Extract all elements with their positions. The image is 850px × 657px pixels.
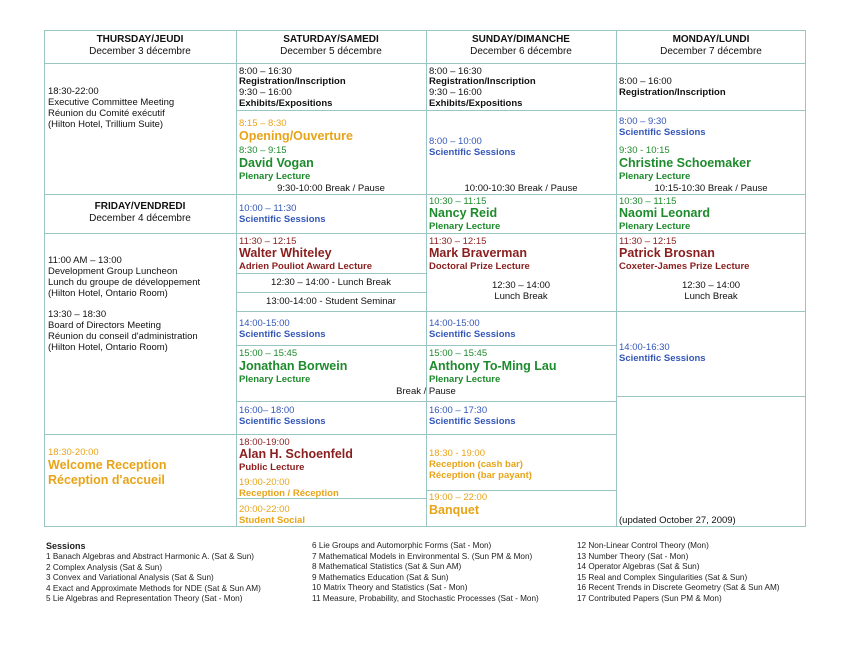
sat-break1: 9:30-10:00 Break / Pause — [277, 183, 385, 194]
sun-sci3-time: 16:00 – 17:30 — [429, 405, 488, 416]
mon-prize-time: 11:30 – 12:15 — [619, 236, 677, 247]
header-sunday-date: December 6 décembre — [470, 46, 572, 57]
mon-line-1 — [616, 110, 806, 111]
sat-award-time: 11:30 – 12:15 — [239, 236, 297, 247]
sun-reg-label: Registration/Inscription — [429, 76, 536, 87]
sun-rec-line1: Reception (cash bar) — [429, 459, 523, 470]
sat-social-label: Student Social — [239, 515, 305, 526]
sun-line-5 — [426, 345, 616, 346]
header-saturday — [236, 34, 426, 58]
session-item: 13 Number Theory (Sat - Mon) — [577, 551, 689, 561]
sun-plen1-time: 10:30 – 11:15 — [429, 196, 487, 207]
sessions-col2 — [312, 541, 539, 604]
fri-board-time: 13:30 – 18:30 — [48, 309, 107, 320]
sat-award-label: Adrien Pouliot Award Lecture — [239, 261, 373, 272]
fri-board-line3: (Hilton Hotel, Ontario Room) — [48, 342, 168, 353]
mon-line-3 — [616, 233, 806, 234]
sat-plen2-time: 15:00 – 15:45 — [239, 348, 298, 359]
sun-line-4 — [426, 311, 616, 312]
mon-updated-note: (updated October 27, 2009) — [619, 515, 736, 526]
mon-sci1-time: 8:00 – 9:30 — [619, 116, 667, 127]
sun-prize-time: 11:30 – 12:15 — [429, 236, 487, 247]
session-item: 14 Operator Algebras (Sat & Sun) — [577, 562, 700, 571]
session-item: 8 Mathematical Statistics (Sat & Sun AM) — [312, 562, 462, 571]
thu-exec-line1: Executive Committee Meeting — [48, 97, 175, 108]
sat-open-time: 8:15 – 8:30 — [239, 118, 287, 129]
sun-plen2-time: 15:00 – 15:45 — [429, 348, 488, 359]
mon-line-4 — [616, 311, 806, 312]
header-monday-day: MONDAY/LUNDI — [672, 34, 750, 45]
sat-line-8 — [236, 401, 426, 402]
sat-sci1-time: 10:00 – 11:30 — [239, 203, 297, 214]
mon-plen1-label: Plenary Lecture — [619, 171, 691, 182]
sun-prize-name: Mark Braverman — [429, 246, 527, 260]
session-item: 2 Complex Analysis (Sat & Sun) — [46, 562, 163, 572]
fri-welcome-line1: Welcome Reception — [48, 458, 167, 472]
sat-reg-time: 8:00 – 16:30 — [239, 66, 292, 77]
mon-break1: 10:15-10:30 Break / Pause — [654, 183, 768, 194]
sat-exh-label: Exhibits/Expositions — [239, 98, 333, 109]
sat-line-1 — [236, 110, 426, 111]
sun-line-6 — [426, 401, 616, 402]
session-item: 6 Lie Groups and Automorphic Forms (Sat - Mon) — [312, 541, 492, 550]
sun-prize-label: Doctoral Prize Lecture — [429, 261, 530, 272]
sun-sci2-time: 14:00-15:00 — [429, 318, 480, 329]
mon-lunch-time: 12:30 – 14:00 — [681, 280, 741, 291]
thu-exec-line3: (Hilton Hotel, Trillium Suite) — [48, 119, 164, 130]
mon-sci1-label: Scientific Sessions — [619, 127, 706, 138]
sun-lunch-label: Lunch Break — [494, 291, 548, 302]
sat-line-6 — [236, 311, 426, 312]
fri-board-line2: Réunion du conseil d'administration — [48, 331, 198, 342]
sun-plen2-name: Anthony To-Ming Lau — [429, 359, 557, 373]
sun-line-7 — [426, 434, 616, 435]
mon-reg-label: Registration/Inscription — [619, 87, 726, 98]
sat-public-time: 18:00-19:00 — [239, 437, 290, 448]
session-item: 9 Mathematics Education (Sat & Sun) — [312, 572, 449, 582]
header-sunday — [426, 34, 616, 58]
session-item: 7 Mathematical Models in Environmental S. (Sun PM & Mon) — [312, 551, 533, 561]
sun-break1: 10:00-10:30 Break / Pause — [464, 183, 578, 194]
session-item: 5 Lie Algebras and Representation Theory (Sat - Mon) — [46, 594, 243, 603]
header-monday-date: December 7 décembre — [660, 46, 762, 57]
sat-seminar: 13:00-14:00 - Student Seminar — [266, 296, 396, 307]
sun-line-2 — [426, 194, 616, 195]
sun-reg-time: 8:00 – 16:30 — [429, 66, 482, 77]
mon-line-2 — [616, 194, 806, 195]
session-item: 12 Non-Linear Control Theory (Mon) — [577, 541, 709, 550]
sat-line-9 — [236, 434, 426, 435]
sat-open-label: Opening/Ouverture — [239, 129, 353, 143]
session-item: 15 Real and Complex Singularities (Sat & Sun) — [577, 572, 748, 582]
sun-line-8 — [426, 490, 616, 491]
session-item: 1 Banach Algebras and Abstract Harmonic A. (Sat & Sun) — [46, 552, 254, 561]
sat-sun-break2: Break / Pause — [396, 386, 456, 397]
mon-line-5 — [616, 396, 806, 397]
sessions-title: Sessions — [46, 541, 86, 551]
fri-welcome-line2: Réception d'accueil — [48, 473, 165, 487]
mon-prize-name: Patrick Brosnan — [619, 246, 715, 260]
sessions-col3 — [577, 541, 780, 604]
header-friday — [44, 201, 236, 225]
thu-exec-line2: Réunion du Comité exécutif — [48, 108, 165, 119]
sessions-col1 — [46, 552, 261, 605]
header-saturday-date: December 5 décembre — [280, 46, 382, 57]
sat-award-name: Walter Whiteley — [239, 246, 332, 260]
sun-plen1-name: Nancy Reid — [429, 206, 498, 220]
sat-reg-label: Registration/Inscription — [239, 76, 346, 87]
header-divider — [44, 63, 806, 64]
sat-social-time: 20:00-22:00 — [239, 504, 290, 515]
session-item: 10 Matrix Theory and Statistics (Sat - Mon) — [312, 583, 468, 592]
sat-sci3-time: 16:00– 18:00 — [239, 405, 295, 416]
fri-lunch-time: 11:00 AM – 13:00 — [48, 255, 122, 266]
sat-line-3 — [236, 233, 426, 234]
col-divider-3 — [616, 30, 617, 527]
sat-plen1-label: Plenary Lecture — [239, 171, 311, 182]
header-monday — [616, 34, 806, 58]
sun-plen2-label: Plenary Lecture — [429, 374, 501, 385]
sun-rec-time: 18:30 - 19:00 — [429, 448, 485, 459]
sun-line-3 — [426, 233, 616, 234]
sat-plen1-name: David Vogan — [239, 156, 314, 170]
sun-sci2-label: Scientific Sessions — [429, 329, 516, 340]
sat-line-2 — [236, 194, 426, 195]
sat-sci1-label: Scientific Sessions — [239, 214, 326, 225]
fri-board-line1: Board of Directors Meeting — [48, 320, 161, 331]
sat-public-label: Public Lecture — [239, 462, 305, 473]
sat-plen2-name: Jonathan Borwein — [239, 359, 348, 373]
header-thursday — [44, 34, 236, 58]
sun-exh-time: 9:30 – 16:00 — [429, 87, 482, 98]
mon-plen2-time: 10:30 – 11:15 — [619, 196, 677, 207]
mon-plen1-name: Christine Schoemaker — [619, 156, 751, 170]
header-saturday-day: SATURDAY/SAMEDI — [283, 34, 379, 45]
sun-lunch-time: 12:30 – 14:00 — [491, 280, 551, 291]
sun-banq-time: 19:00 – 22:00 — [429, 492, 488, 503]
session-item: 3 Convex and Variational Analysis (Sat & Sun) — [46, 573, 214, 582]
session-item: 4 Exact and Approximate Methods for NDE (Sat & Sun AM) — [46, 583, 261, 593]
header-thursday-day: THURSDAY/JEUDI — [96, 34, 184, 45]
fri-header-divider — [44, 233, 236, 234]
sun-plen1-label: Plenary Lecture — [429, 221, 501, 232]
sun-sci3-label: Scientific Sessions — [429, 416, 516, 427]
mon-sci2-label: Scientific Sessions — [619, 353, 706, 364]
sun-banq-label: Banquet — [429, 503, 479, 517]
mon-prize-label: Coxeter-James Prize Lecture — [619, 261, 750, 272]
header-friday-date: December 4 décembre — [89, 213, 191, 224]
fri-lunch-line3: (Hilton Hotel, Ontario Room) — [48, 288, 168, 299]
sat-sci2-time: 14:00-15:00 — [239, 318, 290, 329]
header-sunday-day: SUNDAY/DIMANCHE — [472, 34, 570, 45]
sun-rec-line2: Réception (bar payant) — [429, 470, 532, 481]
mon-plen2-label: Plenary Lecture — [619, 221, 691, 232]
sun-exh-label: Exhibits/Expositions — [429, 98, 523, 109]
fri-evening-divider — [44, 434, 236, 435]
session-item: 16 Recent Trends in Discrete Geometry (Sat & Sun AM) — [577, 583, 780, 592]
thu-exec-time: 18:30-22:00 — [48, 86, 99, 97]
sat-sci3-label: Scientific Sessions — [239, 416, 326, 427]
mon-sci2-time: 14:00-16:30 — [619, 342, 670, 353]
fri-lunch-line1: Development Group Luncheon — [48, 266, 178, 277]
sat-exh-time: 9:30 – 16:00 — [239, 87, 292, 98]
sat-plen2-label: Plenary Lecture — [239, 374, 311, 385]
sat-line-7 — [236, 345, 426, 346]
fri-welcome-time: 18:30-20:00 — [48, 447, 99, 458]
sun-sci1-time: 8:00 – 10:00 — [429, 136, 482, 147]
thu-fri-divider — [44, 194, 236, 195]
sat-public-name: Alan H. Schoenfeld — [239, 447, 353, 461]
sun-line-1 — [426, 110, 616, 111]
header-thursday-date: December 3 décembre — [89, 46, 191, 57]
sat-lunch: 12:30 – 14:00 - Lunch Break — [271, 277, 391, 288]
sat-plen1-time: 8:30 – 9:15 — [239, 145, 287, 156]
sat-sci2-label: Scientific Sessions — [239, 329, 326, 340]
sat-line-4 — [236, 273, 426, 274]
session-item: 11 Measure, Probability, and Stochastic Processes (Sat - Mon) — [312, 593, 539, 603]
sun-sci1-label: Scientific Sessions — [429, 147, 516, 158]
col-divider-2 — [426, 30, 427, 527]
mon-plen1-time: 9:30 - 10:15 — [619, 145, 670, 156]
fri-lunch-line2: Lunch du groupe de développement — [48, 277, 201, 288]
mon-lunch-label: Lunch Break — [684, 291, 738, 302]
sat-rec-time: 19:00-20:00 — [239, 477, 290, 488]
header-friday-day: FRIDAY/VENDREDI — [94, 201, 186, 212]
session-item: 17 Contributed Papers (Sun PM & Mon) — [577, 593, 722, 603]
sat-rec-label: Reception / Réception — [239, 488, 339, 499]
mon-reg-time: 8:00 – 16:00 — [619, 76, 672, 87]
mon-plen2-name: Naomi Leonard — [619, 206, 710, 220]
sat-line-5 — [236, 292, 426, 293]
